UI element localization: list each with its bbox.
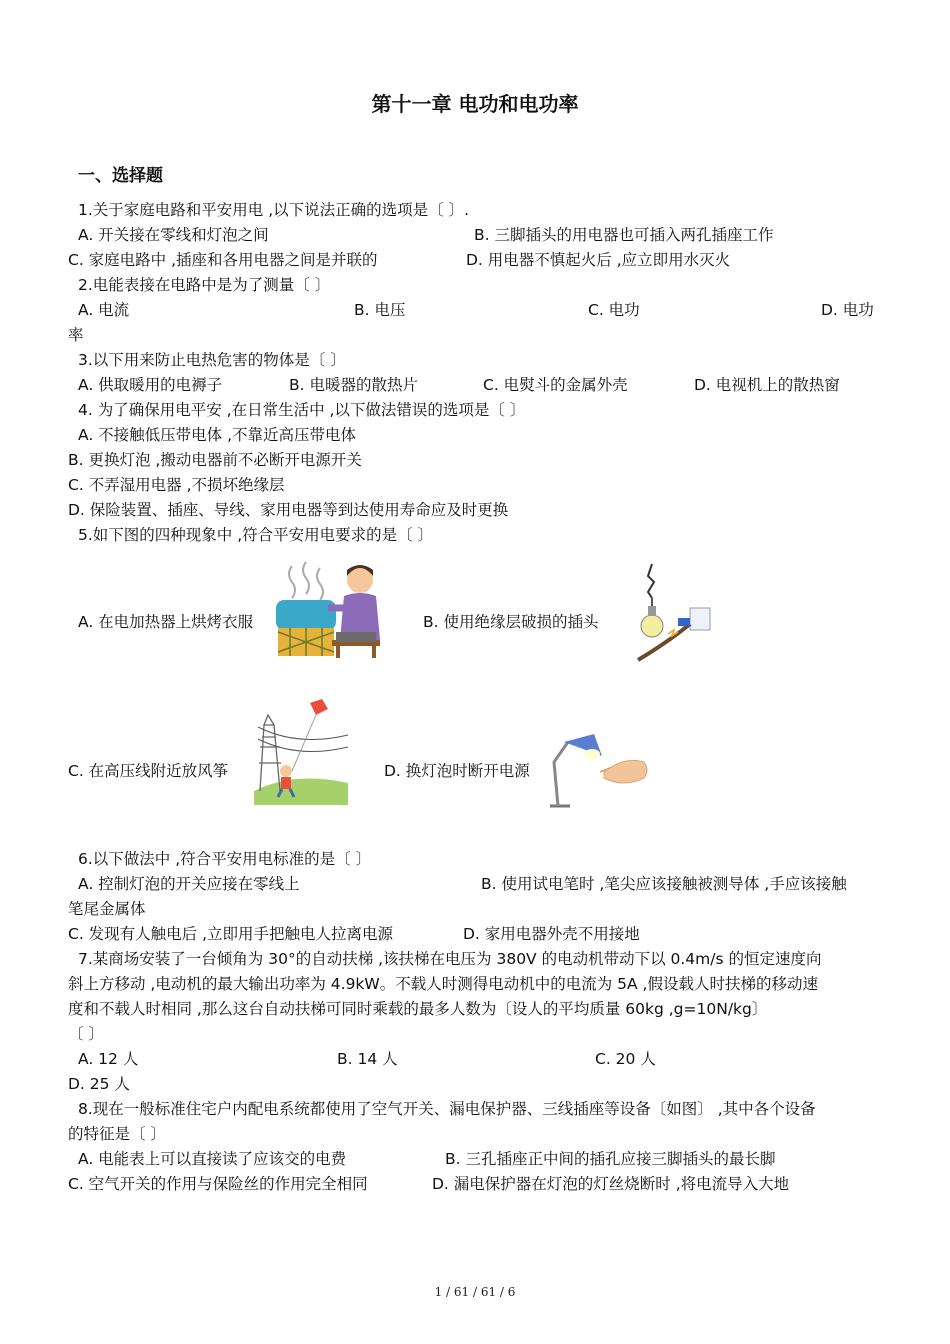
damaged-plug-illustration	[628, 562, 714, 666]
question-5-option-b: B. 使用绝缘层破损的插头	[423, 613, 599, 631]
question-4-option-d: D. 保险装置、插座、导线、家用电器等到达使用寿命应及时更换	[68, 501, 509, 519]
heater-clothes-illustration	[270, 560, 388, 662]
question-5-option-c: C. 在高压线附近放风筝	[68, 762, 229, 780]
question-5-stem: 5.如下图的四种现象中 ,符合平安用电要求的是〔 〕	[78, 526, 434, 544]
page-title: 第十一章 电功和电功率	[371, 92, 579, 116]
question-1-option-a: A. 开关接在零线和灯泡之间	[78, 226, 269, 244]
question-1-option-d: D. 用电器不慎起火后 ,应立即用水灭火	[466, 251, 731, 269]
question-2-option-b: B. 电压	[354, 301, 406, 319]
question-4-option-b: B. 更换灯泡 ,搬动电器前不必断开电源开关	[68, 451, 362, 469]
question-7-line-3: 度和不载人时相同 ,那么这台自动扶梯可同时乘载的最多人数为〔设人的平均质量 60kg ,g=10N/kg〕	[68, 1000, 768, 1018]
question-4-option-a: A. 不接触低压带电体 ,不靠近高压带电体	[78, 426, 357, 444]
question-7-line-2: 斜上方移动 ,电动机的最大输出功率为 4.9kW。不载人时测得电动机中的电流为 5A ,假设载人时扶梯的移动速	[68, 975, 818, 993]
question-6-stem: 6.以下做法中 ,符合平安用电标准的是〔 〕	[78, 850, 372, 868]
question-7-option-b: B. 14 人	[337, 1050, 398, 1068]
question-7-option-a: A. 12 人	[78, 1050, 139, 1068]
question-7-line-4: 〔 〕	[68, 1025, 104, 1043]
question-8-option-a: A. 电能表上可以直接读了应该交的电费	[78, 1150, 347, 1168]
question-3-option-d: D. 电视机上的散热窗	[694, 376, 840, 394]
question-1-option-c: C. 家庭电路中 ,插座和各用电器之间是并联的	[68, 251, 378, 269]
question-4-stem: 4. 为了确保用电平安 ,在日常生活中 ,以下做法错误的选项是〔 〕	[78, 401, 526, 419]
question-1-option-b: B. 三脚插头的用电器也可插入两孔插座工作	[474, 226, 774, 244]
question-8-line-2: 的特征是〔 〕	[68, 1125, 166, 1143]
question-7-line-1: 7.某商场安装了一台倾角为 30°的自动扶梯 ,该扶梯在电压为 380V 的电动机带动下以 0.4m/s 的恒定速度向	[78, 950, 822, 968]
question-6-option-b: B. 使用试电笔时 ,笔尖应该接触被测导体 ,手应该接触	[481, 875, 847, 893]
kite-power-line-illustration	[250, 697, 350, 805]
question-5-option-d: D. 换灯泡时断开电源	[384, 762, 530, 780]
question-8-option-b: B. 三孔插座正中间的插孔应接三脚插头的最长脚	[445, 1150, 776, 1168]
question-3-option-b: B. 电暖器的散热片	[289, 376, 418, 394]
question-6-option-d: D. 家用电器外壳不用接地	[463, 925, 640, 943]
question-5-option-a: A. 在电加热器上烘烤衣服	[78, 613, 254, 631]
question-1-stem: 1.关于家庭电路和平安用电 ,以下说法正确的选项是〔 〕.	[78, 201, 469, 219]
question-2-option-c: C. 电功	[588, 301, 640, 319]
question-3-option-a: A. 供取暖用的电褥子	[78, 376, 223, 394]
question-6-option-b-wrap: 笔尾金属体	[68, 900, 146, 918]
question-4-option-c: C. 不弄湿用电器 ,不损坏绝缘层	[68, 476, 285, 494]
question-7-option-c: C. 20 人	[595, 1050, 656, 1068]
question-2-option-d: D. 电功	[821, 301, 874, 319]
question-7-option-d: D. 25 人	[68, 1075, 130, 1093]
question-3-stem: 3.以下用来防止电热危害的物体是〔 〕	[78, 351, 346, 369]
question-8-option-c: C. 空气开关的作用与保险丝的作用完全相同	[68, 1175, 368, 1193]
section-heading: 一、选择题	[78, 166, 163, 186]
lamp-hand-illustration	[540, 728, 652, 810]
question-3-option-c: C. 电熨斗的金属外壳	[483, 376, 628, 394]
page-number: 1 / 61 / 61 / 6	[434, 1285, 516, 1299]
question-8-line-1: 8.现在一般标准住宅户内配电系统都使用了空气开关、漏电保护器、三线插座等设备〔如图〕 ,其中各个设备	[78, 1100, 816, 1118]
question-6-option-a: A. 控制灯泡的开关应接在零线上	[78, 875, 300, 893]
question-2-option-a: A. 电流	[78, 301, 130, 319]
question-8-option-d: D. 漏电保护器在灯泡的灯丝烧断时 ,将电流导入大地	[432, 1175, 790, 1193]
question-6-option-c: C. 发现有人触电后 ,立即用手把触电人拉离电源	[68, 925, 394, 943]
question-2-stem: 2.电能表接在电路中是为了测量〔 〕	[78, 276, 331, 294]
question-2-option-d-wrap: 率	[68, 326, 84, 344]
